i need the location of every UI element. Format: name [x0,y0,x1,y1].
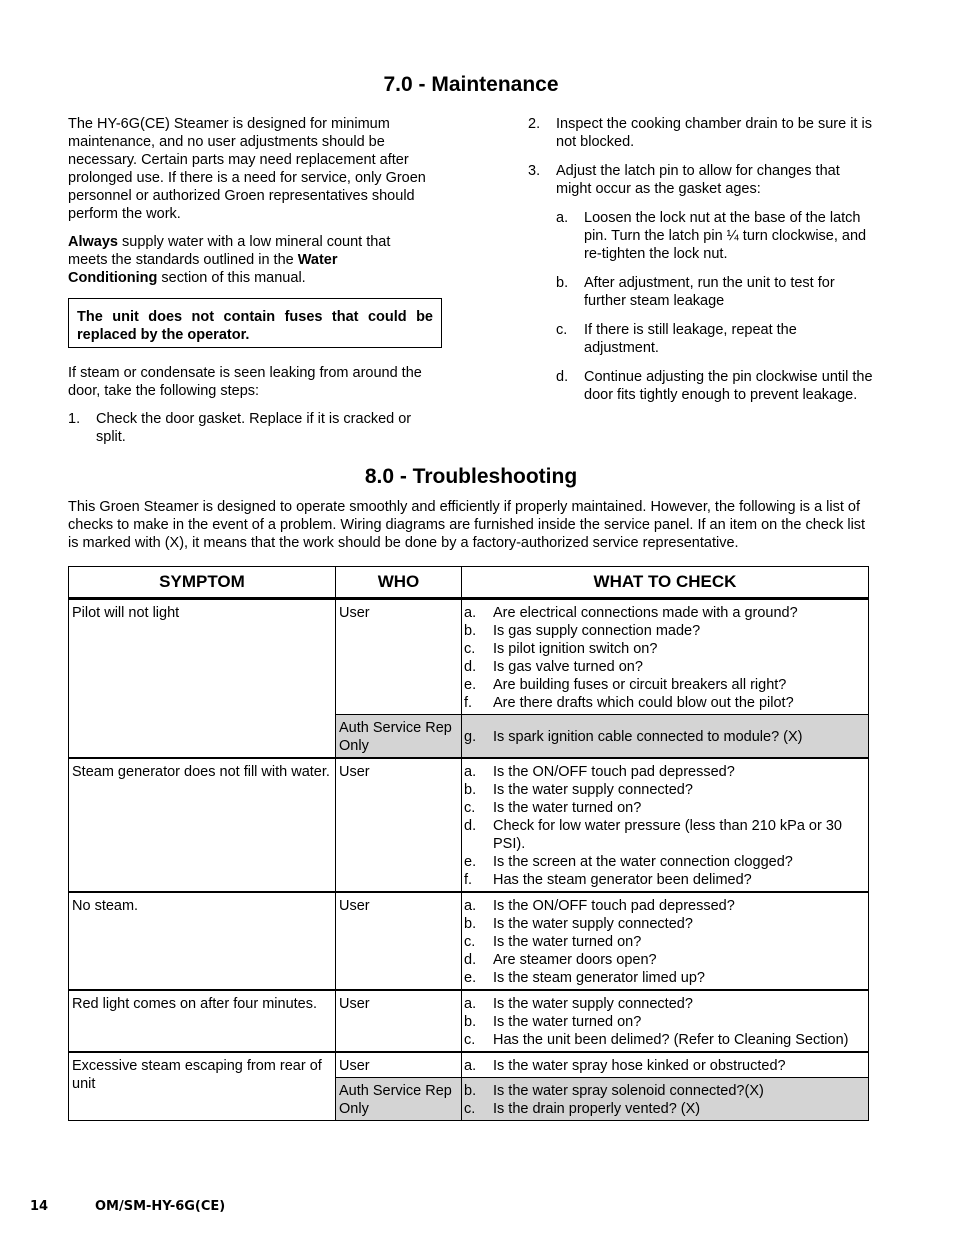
table-row [69,599,869,715]
substep-letter: d. [556,369,569,385]
step-list-right [528,115,873,404]
check-letter: a. [464,898,477,914]
check-text: Is pilot ignition switch on? [493,641,658,657]
check-item [465,640,865,658]
check-letter: c. [464,641,476,657]
who-cell: User [336,1052,462,1078]
check-text: Is the water turned on? [493,934,642,950]
step-number: 2. [528,116,541,132]
check-letter: e. [464,854,477,870]
symptom-cell: Excessive steam escaping from rear of unit [69,1052,336,1121]
check-letter: b. [464,1014,477,1030]
check-text: Are electrical connections made with a ground? [493,605,798,621]
water-conditioning-bold: Water Conditioning [68,252,338,286]
substep-d [556,368,873,404]
check-text: Is the drain properly vented? (X) [493,1101,701,1117]
symptom-cell: Pilot will not light [69,599,336,759]
check-text: Is gas supply connection made? [493,623,701,639]
check-cell [462,758,869,892]
fuse-note-text: The unit does not contain fuses that could be replaced by the operator. [77,309,433,343]
symptom-cell: No steam. [69,892,336,990]
check-text: Has the unit been delimed? (Refer to Cleaning Section) [493,1032,849,1048]
check-text: Is the water spray hose kinked or obstructed? [493,1058,786,1074]
check-item [465,728,865,746]
check-letter: a. [464,1058,477,1074]
check-text: Are steamer doors open? [493,952,657,968]
substep-a [556,209,873,263]
substep-text: Continue adjusting the pin clockwise until the door fits tightly enough to prevent leakage. [584,369,873,403]
check-item [465,1082,865,1100]
check-letter: a. [464,764,477,780]
step-number: 3. [528,163,541,179]
check-letter: c. [464,800,476,816]
check-cell [462,599,869,715]
check-letter: a. [464,996,477,1012]
troubleshooting-table [68,566,869,1121]
check-letter: b. [464,916,477,932]
who-cell: User [336,990,462,1052]
check-letter: e. [464,970,477,986]
substep-list [556,209,873,404]
check-item [465,951,865,969]
check-text: Are building fuses or circuit breakers all right? [493,677,787,693]
step-list-left [68,410,444,446]
check-cell [462,1052,869,1078]
who-header: WHO [336,567,462,599]
symptom-cell: Red light comes on after four minutes. [69,990,336,1052]
check-letter: d. [464,659,477,675]
check-letter: b. [464,623,477,639]
check-item [465,1013,865,1031]
check-item [465,853,865,871]
substep-letter: b. [556,275,569,291]
maintenance-intro: The HY-6G(CE) Steamer is designed for minimum maintenance, and no user adjustments should be necessary. Certain parts may need replacement after prolonged use. If there is a need for service, only Groen personnel or authorized Groen representatives should perform the work. [68,116,426,222]
check-item [465,1100,865,1118]
check-letter: c. [464,934,476,950]
document-code: OM/SM-HY-6G(CE) [95,1199,226,1214]
who-cell: User [336,892,462,990]
table-row [69,990,869,1052]
check-letter: e. [464,677,477,693]
who-cell: Auth Service Rep Only [336,715,462,759]
check-letter: b. [464,782,477,798]
fuse-note-box [68,298,442,348]
check-item [465,781,865,799]
who-cell: User [336,758,462,892]
substep-text: After adjustment, run the unit to test for further steam leakage [584,275,835,309]
check-text: Is the water turned on? [493,800,642,816]
check-item [465,897,865,915]
water-supply-paragraph [68,233,428,287]
check-letter: f. [464,872,473,888]
symptom-cell: Steam generator does not fill with water. [69,758,336,892]
step-1 [68,410,444,446]
check-text: Is gas valve turned on? [493,659,643,675]
check-letter: f. [464,695,473,711]
check-item [465,915,865,933]
check-cell [462,990,869,1052]
check-item [465,933,865,951]
step-2 [528,115,873,151]
page-number: 14 [30,1199,49,1214]
check-text: Is the water supply connected? [493,782,693,798]
check-item [465,676,865,694]
check-letter: a. [464,605,477,621]
who-cell: Auth Service Rep Only [336,1078,462,1121]
substep-text: If there is still leakage, repeat the adjustment. [584,322,797,356]
who-cell: User [336,599,462,715]
check-item [465,799,865,817]
symptom-header: SYMPTOM [69,567,336,599]
check-letter: d. [464,818,477,834]
table-row [69,1052,869,1078]
check-text: Are there drafts which could blow out the pilot? [493,695,794,711]
check-text: Is spark ignition cable connected to module? (X) [493,729,803,745]
check-text: Is the water turned on? [493,1014,642,1030]
step-text: Adjust the latch pin to allow for changes that might occur as the gasket ages: [556,163,840,197]
check-text: Is the water spray solenoid connected?(X) [493,1083,764,1099]
check-text: Is the ON/OFF touch pad depressed? [493,898,735,914]
table-row [69,892,869,990]
check-item [465,817,865,853]
troubleshooting-heading: 8.0 - Troubleshooting [364,465,578,488]
step-number: 1. [68,411,81,427]
check-item [465,969,865,987]
water-text-2: section of this manual. [157,270,306,286]
check-text: Is the ON/OFF touch pad depressed? [493,764,735,780]
check-letter: b. [464,1083,477,1099]
check-cell [462,715,869,759]
check-item [465,1031,865,1049]
table-row [69,758,869,892]
check-item [465,995,865,1013]
step-text: Check the door gasket. Replace if it is cracked or split. [96,411,412,445]
substep-text: Loosen the lock nut at the base of the latch pin. Turn the latch pin ¼ turn clockwise, and re-tighten the lock nut. [584,210,867,262]
check-letter: g. [464,729,477,745]
substep-letter: a. [556,210,569,226]
check-text: Has the steam generator been delimed? [493,872,752,888]
check-item [465,871,865,889]
check-letter: d. [464,952,477,968]
substep-b [556,274,873,310]
step-text: Inspect the cooking chamber drain to be sure it is not blocked. [556,116,872,150]
check-text: Is the steam generator limed up? [493,970,705,986]
water-text-1: supply water with a low mineral count that meets the standards outlined in the [68,234,391,268]
check-header: WHAT TO CHECK [462,567,869,599]
check-item [465,604,865,622]
troubleshooting-intro: This Groen Steamer is designed to operate smoothly and efficiently if properly maintained. However, the following is a list of checks to make in the event of a problem. Wiring diagrams are furnished inside the service panel. If an item on the check list is marked with (X), it means that the work should be done by a factory-authorized service representative. [68,499,866,551]
step-3 [528,162,873,198]
check-text: Is the water supply connected? [493,996,693,1012]
check-cell [462,892,869,990]
check-item [465,763,865,781]
check-item [465,658,865,676]
check-text: Check for low water pressure (less than 210 kPa or 30 PSI). [493,818,842,852]
check-item [465,1057,865,1075]
check-item [465,622,865,640]
maintenance-heading: 7.0 - Maintenance [383,73,559,96]
steam-leak-intro: If steam or condensate is seen leaking from around the door, take the following steps: [68,365,422,399]
check-item [465,694,865,712]
table-header-row [69,567,869,599]
check-cell [462,1078,869,1121]
substep-letter: c. [556,322,568,338]
check-letter: c. [464,1101,476,1117]
always-bold: Always [68,234,118,250]
check-text: Is the water supply connected? [493,916,693,932]
substep-c [556,321,873,357]
check-text: Is the screen at the water connection clogged? [493,854,793,870]
check-letter: c. [464,1032,476,1048]
